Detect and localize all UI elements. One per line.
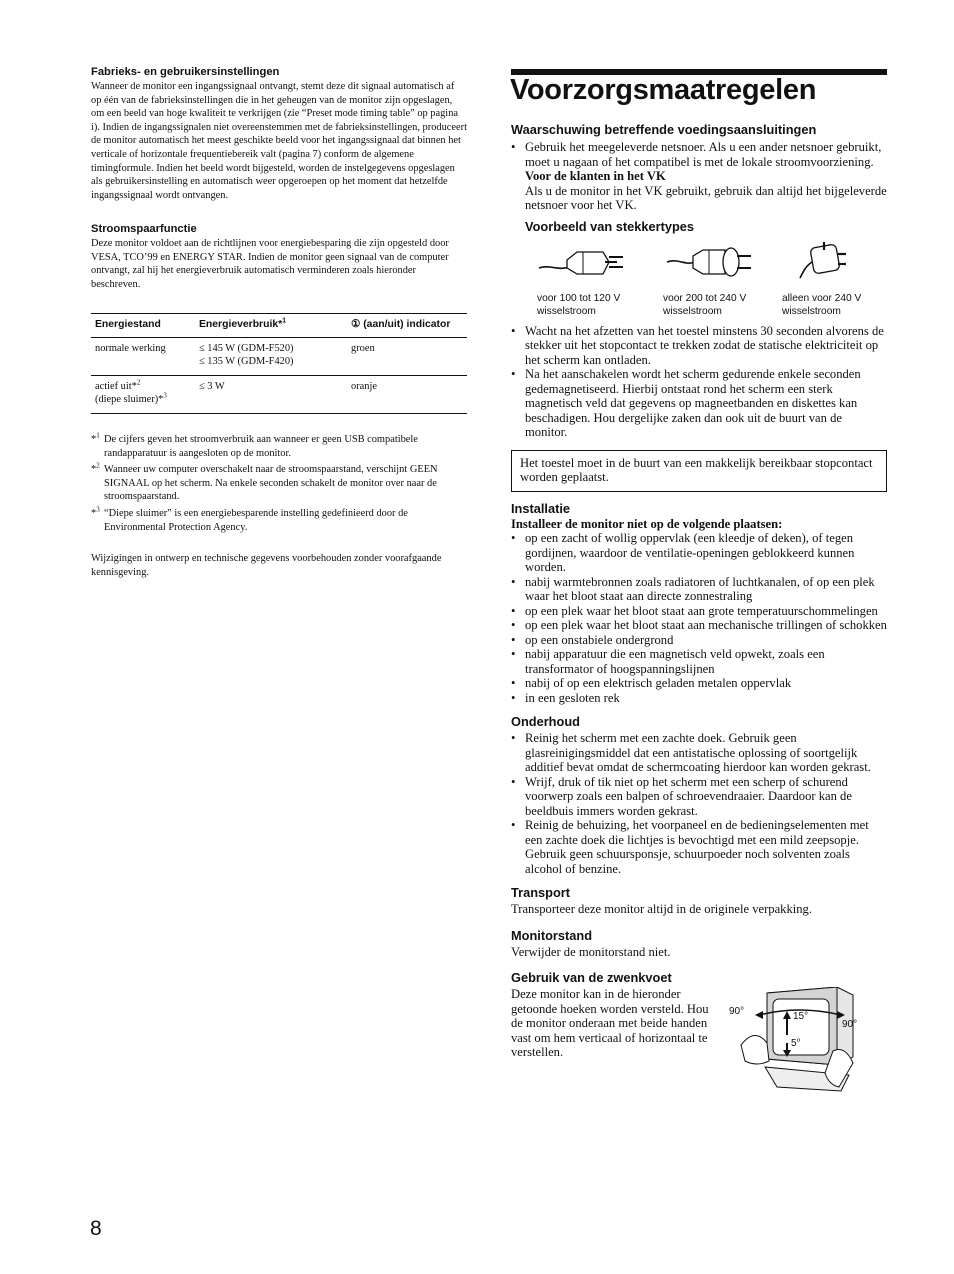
list-item: • Wacht na het afzetten van het toestel minstens 30 seconden alvorens de stekker uit het stopcontact te trekken zodat de statische elektriciteit op het scherm kan ontladen.	[511, 324, 887, 368]
notice-box: Het toestel moet in de buurt van een makkelijk bereikbaar stopcontact worden geplaatst.	[511, 450, 887, 492]
power-symbol-icon: ①	[351, 319, 361, 330]
list-item: • op een zacht of wollig oppervlak (een kleedje of deken), of tegen gordijnen, waardoor de ventilatie-openingen geblokkeerd kunnen worden.	[511, 531, 887, 575]
tilt-down-angle-label: 5°	[791, 1038, 801, 1049]
energy-col-consumption-header: Energieverbruik*$^1$	[195, 314, 347, 338]
list-item: • op een plek waar het bloot staat aan grote temperatuurschommelingen	[511, 604, 887, 619]
disclaimer-text: Wijzigingen in ontwerp en technische gegevens voorbehouden zonder voorafgaande kennisgeving.	[91, 553, 442, 578]
table-row: normale werking ≤ 145 W (GDM-F520) ≤ 135 W (GDM-F420) groen	[91, 337, 467, 375]
transport-heading: Transport	[511, 885, 571, 900]
plug-uk-icon	[794, 238, 854, 282]
factory-settings-heading: Fabrieks- en gebruikersinstellingen	[91, 66, 280, 78]
factory-settings-text: Wanneer de monitor een ingangssignaal ontvangt, stemt deze dit signaal automatisch af op één van de fabrieksinstellingen die in het geheugen van de monitor zijn opgeslagen, om een beeld van hoge kwaliteit te verkrijgen (zie “Preset mode timing table” op pagina i). Indien de ingangssignalen niet overeenstemmen met de fabrieksinstellingen, produceert de monitor automatisch het meest geschikte beeld voor het ingangssignaal dat binnen het verticale of horizontale frequentiebereik valt (pagina 7) conform de algemene timingformule. Indien het beeld wordt bijgesteld, worden de instelgegevens opgeslagen als gebruikersinstelling en automatisch weer opgeroepen op het moment dat hetzelfde ingangssignaal wordt ontvangen.	[91, 81, 467, 201]
energy-col-indicator-header: ① (aan/uit) indicator	[347, 314, 467, 338]
page-number: 8	[90, 1217, 102, 1240]
list-item: • in een gesloten rek	[511, 691, 887, 706]
plug-caption: voor 100 tot 120 V wisselstroom	[537, 292, 621, 317]
swivel-text: Deze monitor kan in de hieronder getoonde hoeken worden versteld. Hou de monitor onderaan met beide handen vast om hem verticaal of horizontaal te verstellen.	[511, 987, 709, 1059]
plug-caption: voor 200 tot 240 V wisselstroom	[663, 292, 747, 317]
right-column	[511, 122, 887, 1097]
monitor-stand-text: Verwijder de monitorstand niet.	[511, 944, 671, 959]
list-item: • nabij of op een elektrisch geladen metalen oppervlak	[511, 676, 887, 691]
list-item: • Reinig het scherm met een zachte doek. Gebruik geen glasreinigingsmiddel dat een antistatische oplossing of soortgelijk additief bevat omdat de schermcoating hierdoor kan worden gekrast.	[511, 731, 887, 775]
power-saving-text: Deze monitor voldoet aan de richtlijnen voor energiebesparing die zijn opgesteld door VESA, TCO’99 en ENERGY STAR. Indien de monitor geen signaal van de computer ontvangt, zal hij het energieverbruik automatisch verminderen zoals hieronder beschreven.	[91, 238, 449, 290]
safety-list	[511, 324, 887, 440]
swivel-figure	[729, 987, 889, 1097]
installation-heading: Installatie	[511, 500, 571, 516]
power-warning-heading: Waarschuwing betreffende voedingsaansluitingen	[511, 122, 817, 137]
list-item: • Na het aanschakelen wordt het scherm gedurende enkele seconden gedemagnetiseerd. Hierbij ontstaat rond het scherm een sterk magnetisch veld dat gegevens op magneetbanden en diskettes kan beschadigen. Hou dergelijke zaken dan ook uit de buurt van de monitor.	[511, 367, 887, 440]
list-item: • Wrijf, druk of tik niet op het scherm met een scherp of schurend voorwerp zoals een balpen of schroevendraaier. Daardoor kan de beeldbuis immers worden gekrast.	[511, 775, 887, 819]
tilt-up-angle-label: 15°	[793, 1011, 809, 1022]
uk-heading: Voor de klanten in het VK	[525, 169, 666, 183]
plug-types-figure	[511, 238, 887, 324]
footnote: *$^1$ De cijfers geven het stroomverbruik aan wanneer er geen USB compatibele randapparatuur is aangesloten op de monitor.	[91, 431, 418, 459]
installation-list	[511, 531, 887, 705]
maintenance-heading: Onderhoud	[511, 714, 580, 729]
maintenance-list	[511, 731, 887, 876]
swivel-section	[511, 987, 887, 1097]
list-item: • op een onstabiele ondergrond	[511, 633, 887, 648]
plug-us-icon	[537, 238, 627, 282]
monitor-stand-heading: Monitorstand	[511, 927, 593, 943]
plug-caption: alleen voor 240 V wisselstroom	[782, 292, 862, 317]
energy-table	[91, 313, 467, 414]
power-warning-list	[511, 140, 887, 213]
power-saving-heading: Stroomspaarfunctie	[91, 223, 197, 235]
plug-eu-icon	[665, 238, 755, 282]
list-item: • nabij apparatuur die een magnetisch veld opwekt, zoals een transformator of hoogspanningslijnen	[511, 647, 887, 676]
footnote: *$^2$ Wanneer uw computer overschakelt naar de stroomspaarstand, verschijnt GEEN SIGNAAL op het scherm. Na enkele seconden schakelt de monitor over naar de stroomspaarstand.	[91, 461, 438, 503]
transport-text: Transporteer deze monitor altijd in de originele verpakking.	[511, 902, 813, 916]
list-item: • nabij warmtebronnen zoals radiatoren of luchtkanalen, of op een plek waar het bloot staat aan directe zonnestraling	[511, 575, 887, 604]
installation-subheading: Installeer de monitor niet op de volgende plaatsen:	[511, 516, 783, 531]
uk-text: Als u de monitor in het VK gebruikt, gebruik dan altijd het bijgeleverde netsnoer voor het VK.	[525, 183, 887, 212]
footnotes	[91, 433, 467, 534]
swivel-heading: Gebruik van de zwenkvoet	[511, 970, 672, 985]
list-item: • op een plek waar het bloot staat aan mechanische trillingen of schokken	[511, 618, 887, 633]
table-row: actief uit*$^2$ (diepe sluimer)*$^3$ ≤ 3 W oranje	[91, 375, 467, 413]
plug-types-heading: Voorbeeld van stekkertypes	[525, 218, 695, 234]
energy-col-mode-header: Energiestand	[91, 314, 195, 338]
monitor-swivel-icon	[729, 987, 889, 1097]
list-item: • Reinig de behuizing, het voorpaneel en de bedieningselementen met een zachte doek die lichtjes is bevochtigd met een mild zeepsopje. Gebruik geen schuursponsje, schuurpoeder noch solventen zoals alcohol of benzine.	[511, 818, 887, 876]
page-title: Voorzorgsmaatregelen	[510, 74, 817, 106]
swivel-left-angle-label: 90°	[729, 1006, 745, 1017]
list-item: • Gebruik het meegeleverde netsnoer. Als u een ander netsnoer gebruikt, moet u nagaan of het compatibel is met de lokale stroomvoorziening. Voor de klanten in het VK Als u de monitor in het VK gebruikt, gebruik dan altijd het bijgeleverde netsnoer voor het VK.	[511, 140, 887, 213]
footnote: *$^3$ “Diepe sluimer” is een energiebesparende instelling gedefinieerd door de Environmental Protection Agency.	[91, 505, 408, 533]
swivel-right-angle-label: 90°	[842, 1019, 858, 1030]
